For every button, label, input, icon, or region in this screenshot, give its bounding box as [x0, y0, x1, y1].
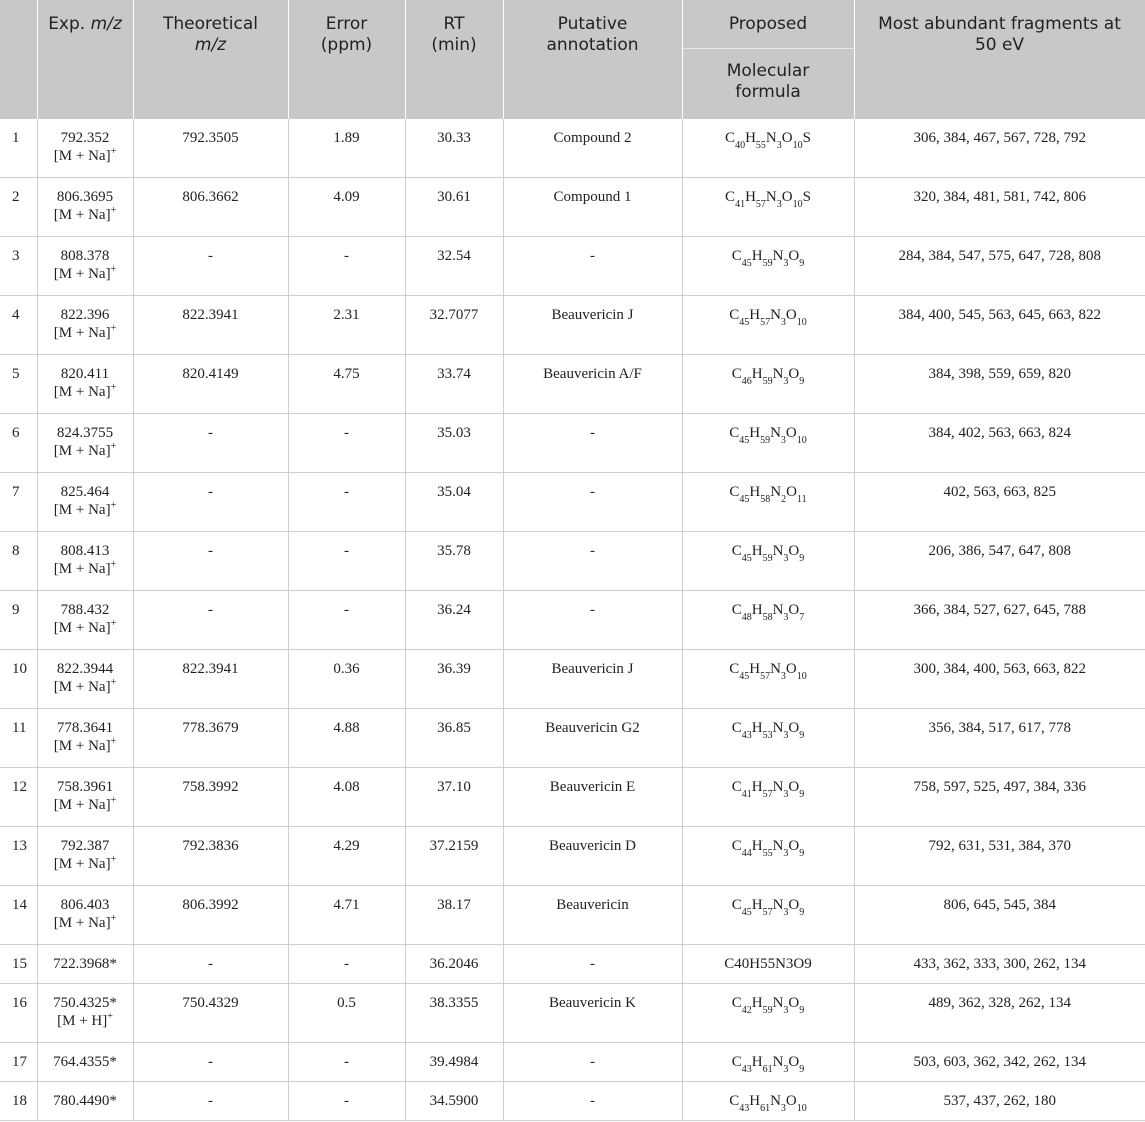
theoretical-mz-cell: -: [133, 945, 288, 984]
annotation-cell: -: [503, 473, 682, 532]
exp-mz-cell: 792.352 [M + Na]+: [37, 119, 133, 178]
rt-cell: 38.17: [405, 886, 503, 945]
rt-cell: 34.5900: [405, 1082, 503, 1121]
rt-cell: 35.78: [405, 532, 503, 591]
formula-cell: $C_{45}H_{57}N_3O_9$: [682, 886, 854, 945]
table-row: [0, 414, 1145, 473]
exp-mz-cell: 822.3944 [M + Na]+: [37, 650, 133, 709]
fragments-cell: 433, 362, 333, 300, 262, 134: [854, 945, 1145, 984]
annotation-cell: Beauvericin A/F: [503, 355, 682, 414]
exp-mz-cell: 806.403 [M + Na]+: [37, 886, 133, 945]
fragments-cell: 366, 384, 527, 627, 645, 788: [854, 591, 1145, 650]
exp-mz-cell: 788.432 [M + Na]+: [37, 591, 133, 650]
formula-cell: $C_{40}H_{55}N_3O_{10}S$: [682, 119, 854, 178]
error-cell: 1.89: [288, 119, 405, 178]
formula-cell: $C_{41}H_{57}N_3O_{10}S$: [682, 178, 854, 237]
error-header: Error (ppm): [288, 0, 405, 119]
row-index: 5: [0, 355, 37, 414]
fragments-cell: 758, 597, 525, 497, 384, 336: [854, 768, 1145, 827]
row-index: 11: [0, 709, 37, 768]
formula-cell: C40H55N3O9: [682, 945, 854, 984]
theoretical-mz-cell: 792.3836: [133, 827, 288, 886]
fragments-cell: 356, 384, 517, 617, 778: [854, 709, 1145, 768]
rt-header: RT (min): [405, 0, 503, 119]
formula-cell: $C_{45}H_{59}N_3O_9$: [682, 237, 854, 296]
fragments-cell: 384, 402, 563, 663, 824: [854, 414, 1145, 473]
row-index: 8: [0, 532, 37, 591]
fragments-header: Most abundant fragments at 50 eV: [854, 0, 1145, 119]
table-row: [0, 1043, 1145, 1082]
row-index: 3: [0, 237, 37, 296]
formula-cell: $C_{41}H_{57}N_3O_9$: [682, 768, 854, 827]
error-cell: -: [288, 473, 405, 532]
error-cell: -: [288, 1082, 405, 1121]
exp-mz-cell: 824.3755 [M + Na]+: [37, 414, 133, 473]
row-index: 2: [0, 178, 37, 237]
row-index: 10: [0, 650, 37, 709]
exp-mz-cell: 764.4355*: [37, 1043, 133, 1082]
formula-cell: $C_{46}H_{59}N_3O_9$: [682, 355, 854, 414]
error-cell: 4.75: [288, 355, 405, 414]
exp-mz-cell: 808.378 [M + Na]+: [37, 237, 133, 296]
theoretical-mz-cell: 758.3992: [133, 768, 288, 827]
formula-cell: $C_{43}H_{53}N_3O_9$: [682, 709, 854, 768]
rt-cell: 37.2159: [405, 827, 503, 886]
error-cell: 0.36: [288, 650, 405, 709]
fragments-cell: 489, 362, 328, 262, 134: [854, 984, 1145, 1043]
theoretical-mz-cell: -: [133, 532, 288, 591]
annotation-cell: -: [503, 414, 682, 473]
theoretical-mz-cell: -: [133, 414, 288, 473]
fragments-cell: 384, 400, 545, 563, 645, 663, 822: [854, 296, 1145, 355]
exp-mz-cell: 822.396 [M + Na]+: [37, 296, 133, 355]
theoretical-mz-cell: -: [133, 1043, 288, 1082]
rt-cell: 38.3355: [405, 984, 503, 1043]
error-cell: -: [288, 1043, 405, 1082]
theoretical-mz-cell: 820.4149: [133, 355, 288, 414]
exp-mz-cell: 778.3641 [M + Na]+: [37, 709, 133, 768]
error-cell: 4.88: [288, 709, 405, 768]
annotation-cell: -: [503, 945, 682, 984]
fragments-cell: 384, 398, 559, 659, 820: [854, 355, 1145, 414]
annotation-cell: Beauvericin: [503, 886, 682, 945]
fragments-cell: 792, 631, 531, 384, 370: [854, 827, 1145, 886]
row-index: 1: [0, 119, 37, 178]
theoretical-mz-cell: 750.4329: [133, 984, 288, 1043]
rt-cell: 37.10: [405, 768, 503, 827]
table-row: [0, 886, 1145, 945]
fragments-cell: 206, 386, 547, 647, 808: [854, 532, 1145, 591]
row-index: 18: [0, 1082, 37, 1121]
table-row: [0, 296, 1145, 355]
row-index: 17: [0, 1043, 37, 1082]
row-index: 12: [0, 768, 37, 827]
error-cell: -: [288, 591, 405, 650]
table-row: [0, 237, 1145, 296]
table-row: [0, 768, 1145, 827]
theoretical-mz-cell: 822.3941: [133, 296, 288, 355]
error-cell: -: [288, 532, 405, 591]
annotation-cell: -: [503, 1043, 682, 1082]
theoretical-mz-cell: 792.3505: [133, 119, 288, 178]
table-row: [0, 355, 1145, 414]
formula-cell: $C_{45}H_{57}N_3O_{10}$: [682, 650, 854, 709]
error-cell: -: [288, 945, 405, 984]
rt-cell: 36.24: [405, 591, 503, 650]
annotation-cell: Beauvericin E: [503, 768, 682, 827]
annotation-cell: Beauvericin J: [503, 296, 682, 355]
table-row: [0, 591, 1145, 650]
table-row: [0, 1082, 1145, 1121]
rt-cell: 35.03: [405, 414, 503, 473]
row-index: 16: [0, 984, 37, 1043]
table-row: [0, 984, 1145, 1043]
theoretical-mz-cell: -: [133, 237, 288, 296]
annotation-cell: Beauvericin G2: [503, 709, 682, 768]
error-cell: 4.29: [288, 827, 405, 886]
row-index: 4: [0, 296, 37, 355]
rt-cell: 30.33: [405, 119, 503, 178]
error-cell: -: [288, 414, 405, 473]
rt-cell: 36.39: [405, 650, 503, 709]
rt-cell: 30.61: [405, 178, 503, 237]
formula-cell: $C_{48}H_{58}N_3O_7$: [682, 591, 854, 650]
exp-mz-header: Exp. m/z: [37, 0, 133, 119]
fragments-cell: 503, 603, 362, 342, 262, 134: [854, 1043, 1145, 1082]
table-row: [0, 650, 1145, 709]
table-row: [0, 827, 1145, 886]
row-index: 6: [0, 414, 37, 473]
annotation-cell: Beauvericin D: [503, 827, 682, 886]
error-cell: 2.31: [288, 296, 405, 355]
proposed-header: Proposed: [682, 0, 854, 49]
exp-mz-cell: 808.413 [M + Na]+: [37, 532, 133, 591]
rt-cell: 39.4984: [405, 1043, 503, 1082]
row-index: 15: [0, 945, 37, 984]
exp-mz-cell: 758.3961 [M + Na]+: [37, 768, 133, 827]
formula-cell: $C_{45}H_{57}N_3O_{10}$: [682, 296, 854, 355]
annotation-cell: Beauvericin J: [503, 650, 682, 709]
exp-mz-cell: 780.4490*: [37, 1082, 133, 1121]
row-index: 13: [0, 827, 37, 886]
fragments-cell: 306, 384, 467, 567, 728, 792: [854, 119, 1145, 178]
error-cell: 4.09: [288, 178, 405, 237]
annotation-cell: -: [503, 1082, 682, 1121]
rt-cell: 33.74: [405, 355, 503, 414]
theoretical-mz-cell: -: [133, 1082, 288, 1121]
table-row: [0, 119, 1145, 178]
formula-cell: $C_{43}H_{61}N_3O_{10}$: [682, 1082, 854, 1121]
row-index: 7: [0, 473, 37, 532]
fragments-cell: 537, 437, 262, 180: [854, 1082, 1145, 1121]
exp-mz-cell: 820.411 [M + Na]+: [37, 355, 133, 414]
fragments-cell: 284, 384, 547, 575, 647, 728, 808: [854, 237, 1145, 296]
error-cell: 4.08: [288, 768, 405, 827]
rt-cell: 32.7077: [405, 296, 503, 355]
theoretical-mz-cell: 778.3679: [133, 709, 288, 768]
table-row: [0, 178, 1145, 237]
theoretical-mz-cell: 822.3941: [133, 650, 288, 709]
rt-cell: 32.54: [405, 237, 503, 296]
annotation-cell: -: [503, 532, 682, 591]
fragments-cell: 806, 645, 545, 384: [854, 886, 1145, 945]
error-cell: 4.71: [288, 886, 405, 945]
formula-cell: $C_{45}H_{59}N_3O_{10}$: [682, 414, 854, 473]
formula-cell: $C_{44}H_{55}N_3O_9$: [682, 827, 854, 886]
fragments-cell: 320, 384, 481, 581, 742, 806: [854, 178, 1145, 237]
table-row: [0, 709, 1145, 768]
table-row: [0, 473, 1145, 532]
theoretical-mz-cell: -: [133, 591, 288, 650]
theoretical-mz-header: Theoretical m/z: [133, 0, 288, 119]
rt-cell: 36.85: [405, 709, 503, 768]
exp-mz-cell: 806.3695 [M + Na]+: [37, 178, 133, 237]
table-row: [0, 532, 1145, 591]
annotation-cell: Compound 1: [503, 178, 682, 237]
fragments-cell: 300, 384, 400, 563, 663, 822: [854, 650, 1145, 709]
putative-annotation-header: Putative annotation: [503, 0, 682, 119]
formula-cell: $C_{45}H_{58}N_2O_{11}$: [682, 473, 854, 532]
error-cell: 0.5: [288, 984, 405, 1043]
table-body: [0, 119, 1145, 1121]
theoretical-mz-cell: 806.3992: [133, 886, 288, 945]
row-index: 14: [0, 886, 37, 945]
formula-cell: $C_{43}H_{61}N_3O_9$: [682, 1043, 854, 1082]
exp-mz-cell: 722.3968*: [37, 945, 133, 984]
annotation-cell: Compound 2: [503, 119, 682, 178]
annotation-cell: -: [503, 237, 682, 296]
molecular-formula-header: Molecular formula: [682, 49, 854, 120]
theoretical-mz-cell: -: [133, 473, 288, 532]
rt-cell: 36.2046: [405, 945, 503, 984]
exp-mz-cell: 750.4325* [M + H]+: [37, 984, 133, 1043]
annotation-cell: Beauvericin K: [503, 984, 682, 1043]
index-header: [0, 0, 37, 119]
table-row: [0, 945, 1145, 984]
rt-cell: 35.04: [405, 473, 503, 532]
formula-cell: $C_{45}H_{59}N_3O_9$: [682, 532, 854, 591]
exp-mz-cell: 825.464 [M + Na]+: [37, 473, 133, 532]
fragments-cell: 402, 563, 663, 825: [854, 473, 1145, 532]
row-index: 9: [0, 591, 37, 650]
error-cell: -: [288, 237, 405, 296]
theoretical-mz-cell: 806.3662: [133, 178, 288, 237]
table-header: [0, 0, 1145, 119]
formula-cell: $C_{42}H_{59}N_3O_9$: [682, 984, 854, 1043]
annotation-cell: -: [503, 591, 682, 650]
exp-mz-cell: 792.387 [M + Na]+: [37, 827, 133, 886]
